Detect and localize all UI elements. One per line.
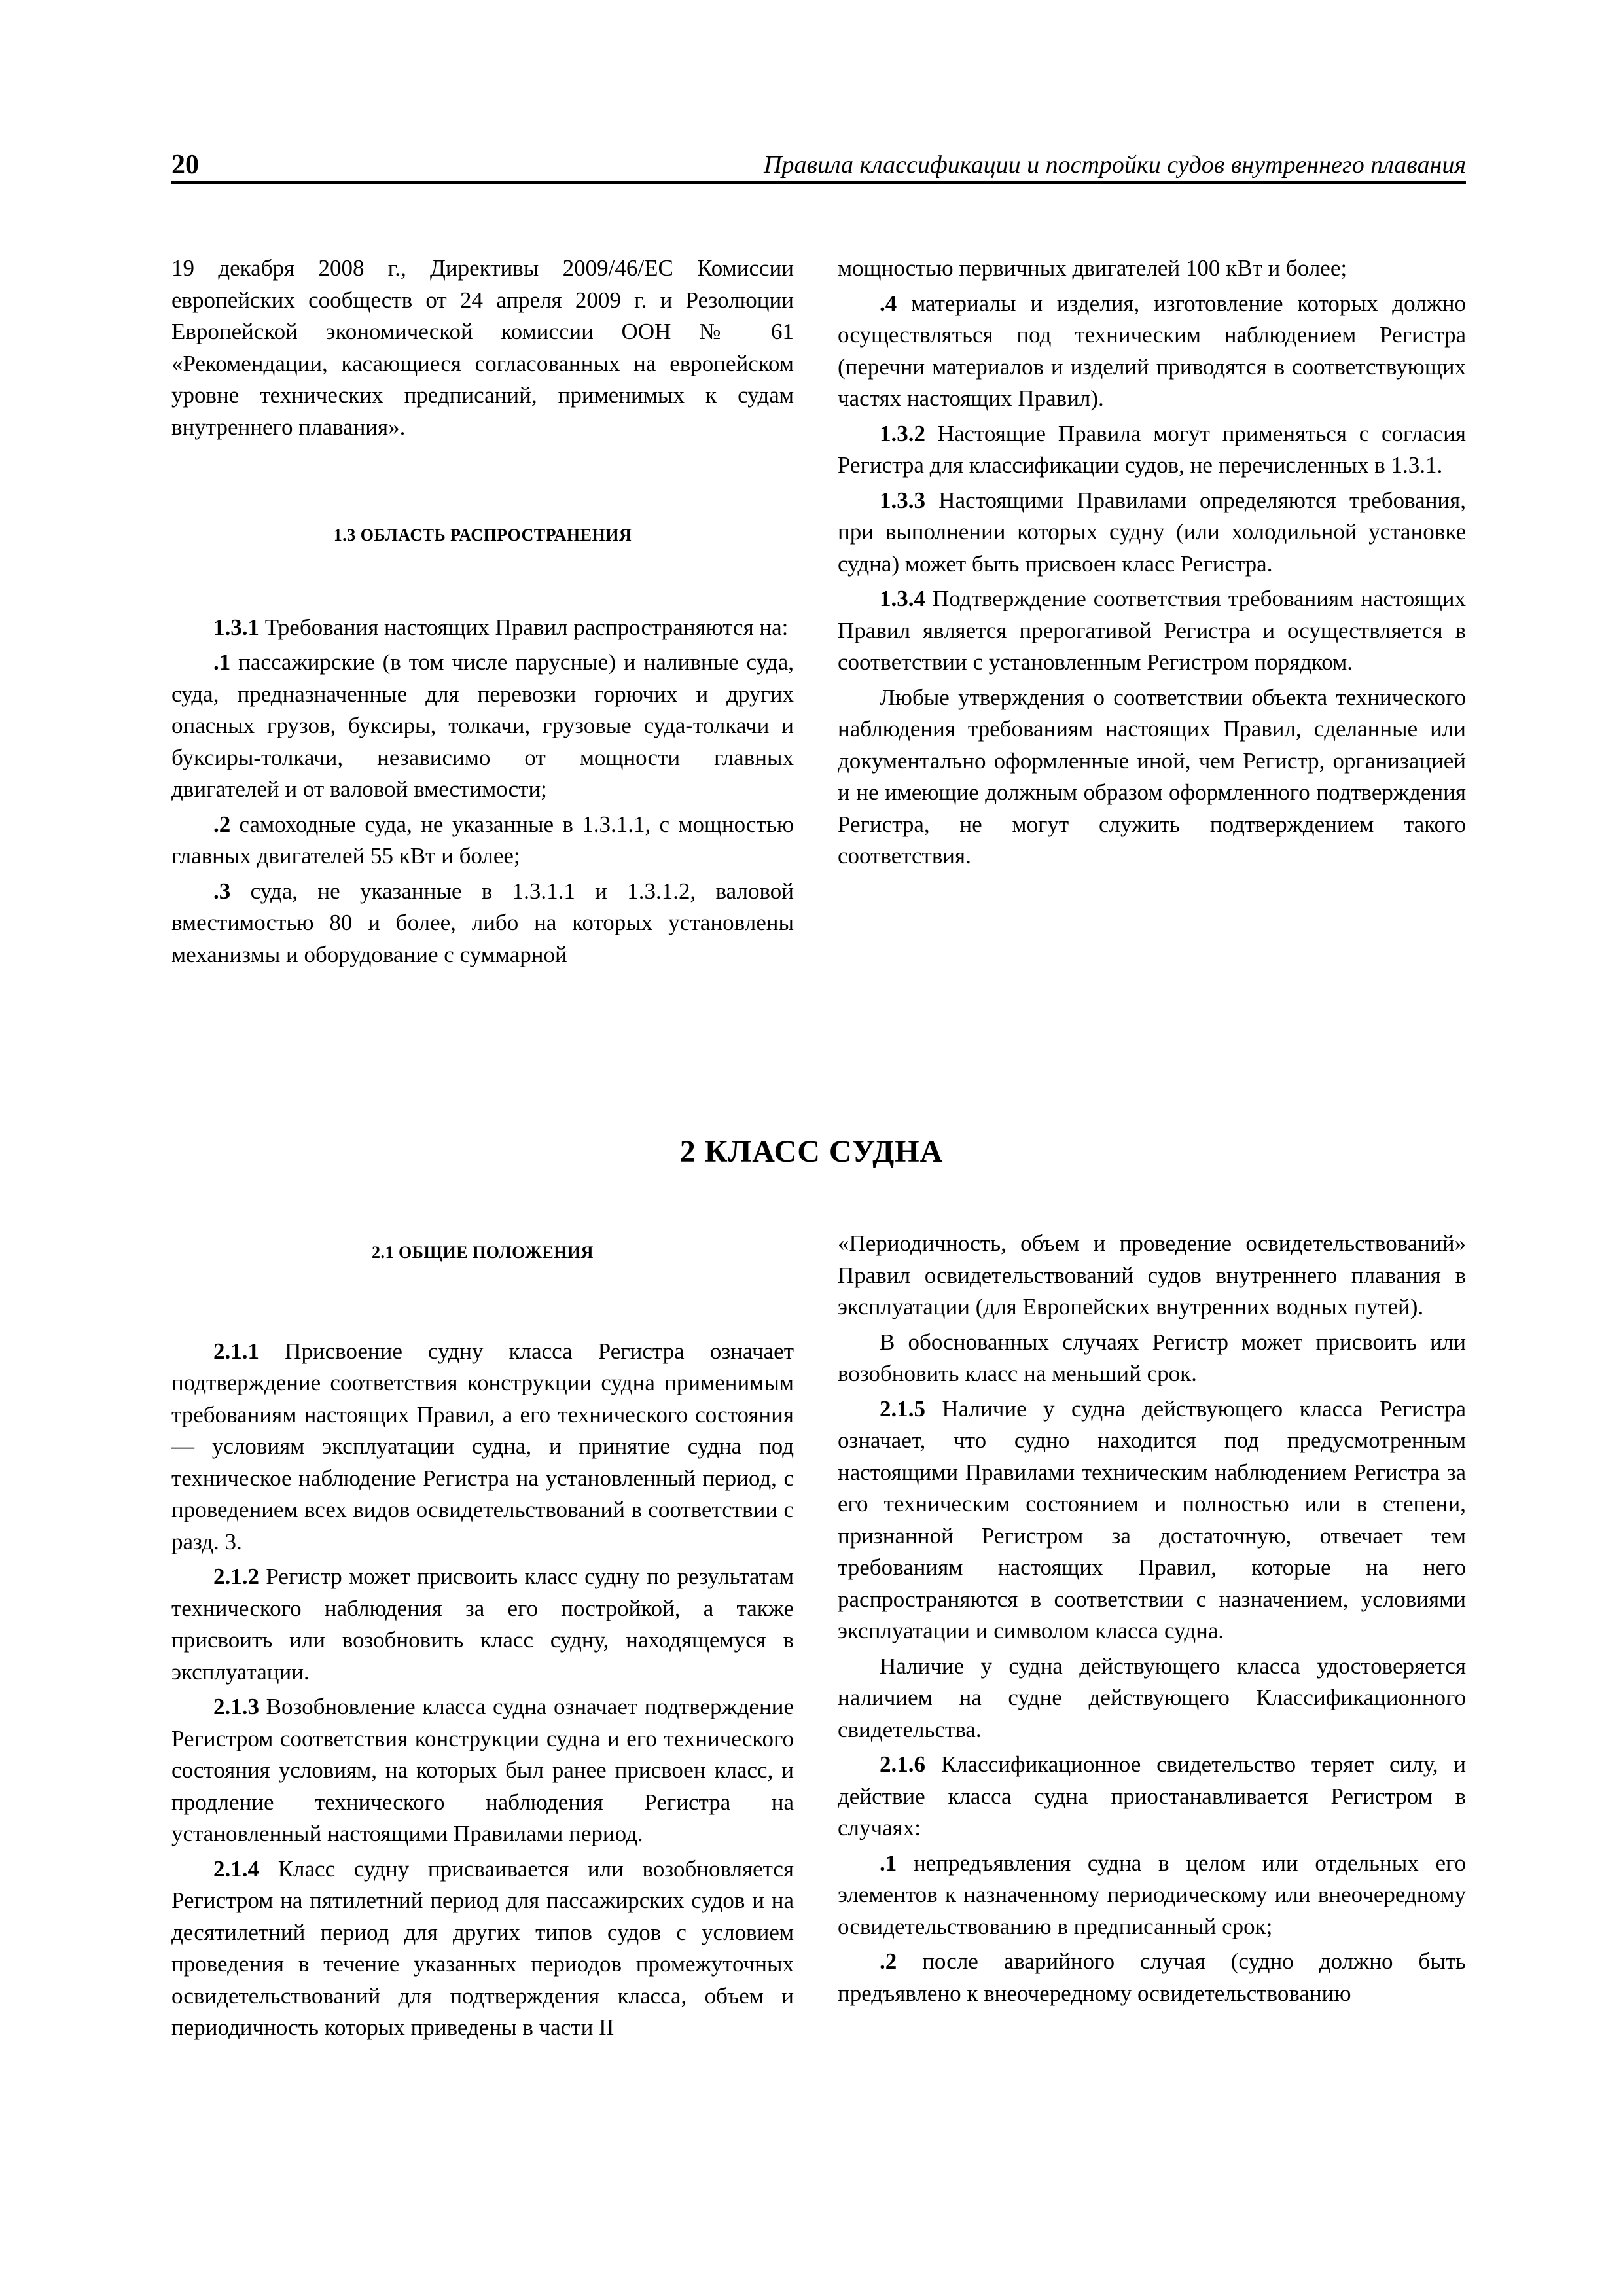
list-item-2 <box>171 809 794 872</box>
item-text: непредъявления судна в целом или отдельных его элементов к назначенному периодическому или внеочередному освидетельствованию в предписанный срок; <box>838 1850 1466 1939</box>
intro-paragraph: 19 декабря 2008 г., Директивы 2009/46/ЕС Комиссии европейских сообществ от 24 апреля 2009 г. и Резолюции Европейской экономической комиссии ООН № 61 «Рекомендации, касающиеся согласованных на европейском уровне технических предписаний, применимых к судам внутреннего плавания». <box>171 255 794 440</box>
list-item-1 <box>171 647 794 806</box>
paragraph-number: 2.1.1 <box>213 1338 259 1364</box>
item-text: после аварийного случая (судно должно быть предъявлено к внеочередному освидетельствованию <box>838 1948 1466 2006</box>
case-item-2 <box>838 1946 1466 2009</box>
paragraph-text: Требования настоящих Правил распространяются на: <box>259 614 789 640</box>
section-heading-1-3: 1.3 ОБЛАСТЬ РАСПРОСТРАНЕНИЯ <box>333 526 632 545</box>
paragraph-number: 2.1.5 <box>880 1395 925 1422</box>
item-text: материалы и изделия, изготовление которых должно осуществляться под техническим наблюдением Регистра (перечни материалов и изделий приводятся в соответствующих частях настоящих Правил). <box>838 290 1466 411</box>
paragraph-text: Подтверждение соответствия требованиям настоящих Правил является прерогативой Регистра и осуществляется в соответствии с установленным Регистром порядком. <box>838 586 1466 675</box>
item-text: самоходные суда, не указанные в 1.3.1.1, с мощностью главных двигателей 55 кВт и более; <box>171 811 794 869</box>
running-title: Правила классификации и постройки судов внутреннего плавания <box>764 151 1466 179</box>
paragraph-text: Классификационное свидетельство теряет силу, и действие класса судна приостанавливается Регистром в случаях: <box>838 1751 1466 1840</box>
chapter-title: 2 КЛАСС СУДНА <box>679 1134 944 1169</box>
paragraph-2-1-1 <box>171 1336 794 1558</box>
paragraph-number: 2.1.3 <box>213 1694 259 1719</box>
item-number: .1 <box>213 649 231 675</box>
paragraph-1-3-1 <box>171 612 794 644</box>
paragraph-text: Присвоение судну класса Регистра означает подтверждение соответствия конструкции судна применимым требованиям настоящих Правил, а его технического состояния — условиям эксплуатации судна, и принятие судна под техническое наблюдение Регистра на установленный период, с проведением всех видов освидетельствований в соответствии с разд. 3. <box>171 1338 794 1554</box>
paragraph-number: 2.1.4 <box>213 1856 259 1882</box>
paragraph-number: 1.3.4 <box>880 586 925 611</box>
bottom-right-column <box>838 1228 1466 2009</box>
paragraph-number: 1.3.1 <box>213 614 259 640</box>
item-number: .4 <box>880 290 897 316</box>
page-header <box>171 145 1466 185</box>
paragraph-1-3-4 <box>838 583 1466 679</box>
paragraph-statements: Любые утверждения о соответствии объекта технического наблюдения требованиям настоящих Правил, сделанные или документально оформленные иной, чем Регистр, организацией и не имеющие должным образом оформленного подтверждения Регистра, не могут служить подтверждением такого соответствия. <box>838 684 1466 869</box>
top-left-column <box>171 253 794 971</box>
item-number: .3 <box>213 878 231 904</box>
paragraph-1-3-3 <box>838 485 1466 581</box>
paragraph-text: Наличие у судна действующего класса Регистра означает, что судно находится под предусмотренным настоящими Правилами техническим наблюдением Регистра за его техническим состоянием и полностью или в степени, признанной Регистром за достаточную, отвечает тем требованиям настоящих Правил, которые на него распространяются в соответствии с назначением, условиями эксплуатации и символом класса судна. <box>838 1395 1466 1643</box>
paragraph-number: 1.3.2 <box>880 420 925 446</box>
paragraph-number: 2.1.2 <box>213 1564 259 1589</box>
paragraph-text: Возобновление класса судна означает подтверждение Регистром соответствия конструкции судна и его технического состояния условиям, на которых был ранее присвоен класс, и продление технического наблюдения Регистра на установленный настоящими Правилами период. <box>171 1694 794 1846</box>
paragraph-text: Настоящие Правила могут применяться с согласия Регистра для классификации судов, не перечисленных в 1.3.1. <box>838 420 1466 478</box>
section-heading-2-1: 2.1 ОБЩИЕ ПОЛОЖЕНИЯ <box>372 1243 594 1262</box>
paragraph-shorter-term: В обоснованных случаях Регистр может присвоить или возобновить класс на меньший срок. <box>838 1329 1466 1386</box>
item-number: .2 <box>880 1948 897 1974</box>
list-item-3 <box>171 876 794 971</box>
paragraph-text: Настоящими Правилами определяются требования, при выполнении которых судну (или холодильной установке судна) может быть присвоен класс Регистра. <box>838 487 1466 577</box>
paragraph-2-1-2 <box>171 1561 794 1688</box>
paragraph-2-1-4 <box>171 1854 794 2044</box>
bottom-left-column <box>171 1228 794 2044</box>
paragraph-2-1-3 <box>171 1691 794 1850</box>
header-rule <box>171 181 1466 184</box>
continued-text: мощностью первичных двигателей 100 кВт и более; <box>838 255 1347 281</box>
continued-text: «Периодичность, объем и проведение освидетельствований» Правил освидетельствований судов внутреннего плавания в эксплуатации (для Европейских внутренних водных путей). <box>838 1230 1466 1319</box>
paragraph-number: 2.1.6 <box>880 1751 925 1777</box>
paragraph-certificate: Наличие у судна действующего класса удостоверяется наличием на судне действующего Классификационного свидетельства. <box>838 1653 1466 1742</box>
paragraph-1-3-2 <box>838 418 1466 482</box>
paragraph-text: Класс судну присваивается или возобновляется Регистром на пятилетний период для пассажирских судов и на десятилетний период для других типов судов с условием проведения в течение указанных периодов промежуточных освидетельствований для подтверждения класса, объем и периодичность которых приведены в части II <box>171 1856 794 2040</box>
list-item-4 <box>838 288 1466 415</box>
item-text: пассажирские (в том числе парусные) и наливные суда, суда, предназначенные для перевозки горючих и других опасных грузов, буксиры, толкачи, грузовые суда-толкачи и буксиры-толкачи, независимо от мощности главных двигателей и от валовой вместимости; <box>171 649 794 802</box>
item-number: .1 <box>880 1850 897 1876</box>
page-number: 20 <box>171 150 199 180</box>
case-item-1 <box>838 1848 1466 1943</box>
paragraph-text: Регистр может присвоить класс судну по результатам технического наблюдения за его постройкой, а также присвоить или возобновить класс судну, находящемуся в эксплуатации. <box>171 1564 794 1685</box>
paragraph-2-1-5 <box>838 1393 1466 1647</box>
item-number: .2 <box>213 811 231 837</box>
paragraph-number: 1.3.3 <box>880 487 925 513</box>
paragraph-2-1-6 <box>838 1749 1466 1844</box>
item-text: суда, не указанные в 1.3.1.1 и 1.3.1.2, валовой вместимостью 80 и более, либо на которых установлены механизмы и оборудование с суммарной <box>171 878 794 967</box>
top-right-column <box>838 253 1466 872</box>
